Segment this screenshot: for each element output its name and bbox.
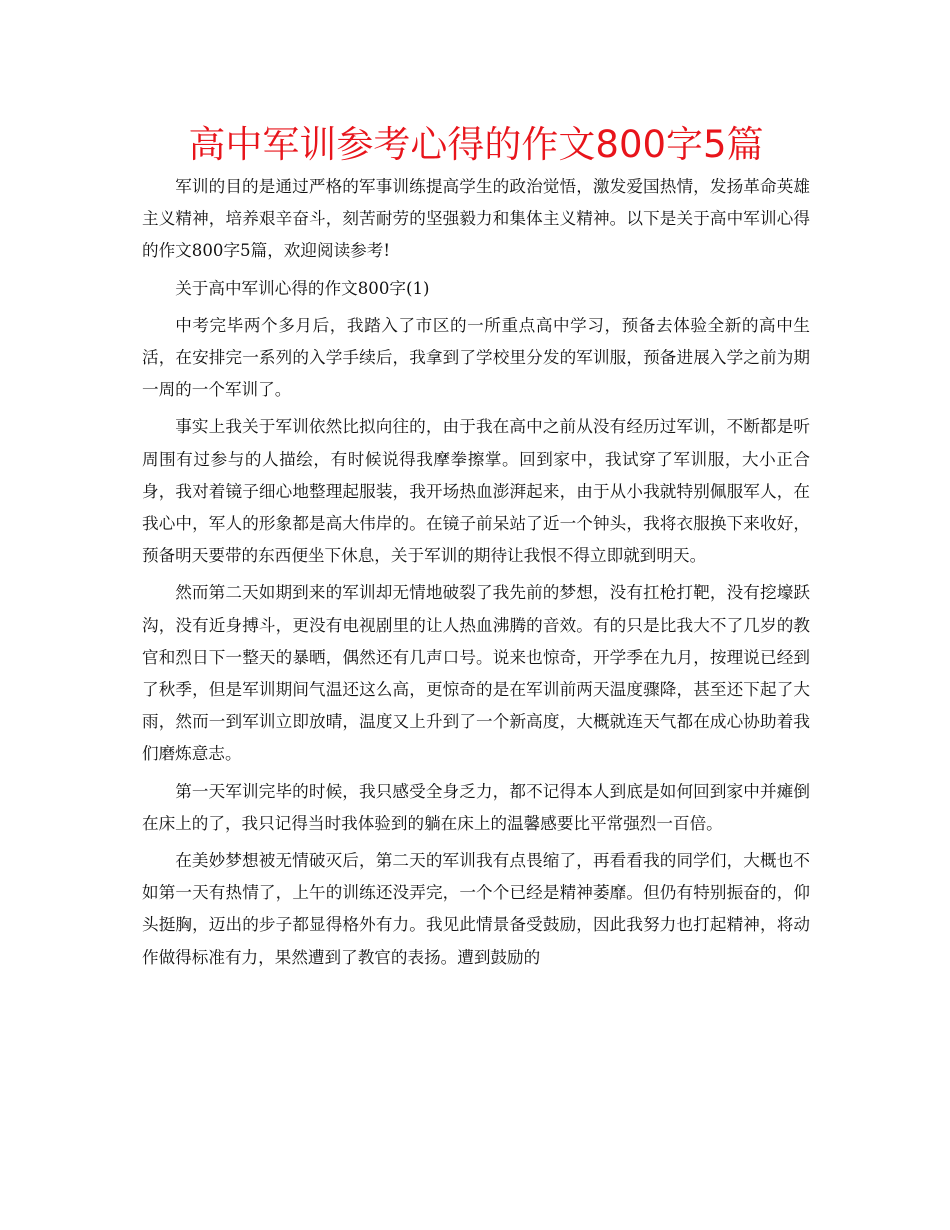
paragraph-body: 在美妙梦想被无情破灭后，第二天的军训我有点畏缩了，再看看我的同学们，大概也不如第一天有热情了，上午的训练还没弄完，一个个已经是精神萎靡。但仍有特别振奋的，仰头挺胸，迈出的步子都显得格外有力。我见此情景备受鼓励，因此我努力也打起精神，将动作做得标准有力，果然遭到了教官的表扬。遭到鼓励的	[142, 851, 810, 967]
paragraph-body: 事实上我关于军训依然比拟向往的，由于我在高中之前从没有经历过军训，不断都是听周围有过参与的人描绘，有时候说得我摩拳擦掌。回到家中，我试穿了军训服，大小正合身，我对着镜子细心地整理起服装，我开场热血澎湃起来，由于从小我就特别佩服军人，在我心中，军人的形象都是高大伟岸的。在镜子前呆站了近一个钟头，我将衣服换下来收好，预备明天要带的东西便坐下休息，关于军训的期待让我恨不得立即就到明天。	[142, 417, 810, 566]
document-page	[142, 120, 810, 979]
paragraph-body: 第一天军训完毕的时候，我只感受全身乏力，都不记得本人到底是如何回到家中并瘫倒在床上的了，我只记得当时我体验到的躺在床上的温馨感要比平常强烈一百倍。	[142, 781, 810, 833]
paragraph-body: 然而第二天如期到来的军训却无情地破裂了我先前的梦想，没有扛枪打靶，没有挖壕跃沟，没有近身搏斗，更没有电视剧里的让人热血沸腾的音效。有的只是比我大不了几岁的教官和烈日下一整天的暴晒，偶然还有几声口号。说来也惊奇，开学季在九月，按理说已经到了秋季，但是军训期间气温还这么高，更惊奇的是在军训前两天温度骤降，甚至还下起了大雨，然而一到军训立即放晴，温度又上升到了一个新高度，大概就连天气都在成心协助着我们磨炼意志。	[142, 583, 810, 764]
document-title: 高中军训参考心得的作文800字5篇	[188, 123, 764, 166]
paragraph-section-heading: 关于高中军训心得的作文800字(1)	[175, 278, 430, 298]
paragraph-body: 中考完毕两个多月后，我踏入了市区的一所重点高中学习，预备去体验全新的高中生活，在安排完一系列的入学手续后，我拿到了学校里分发的军训服，预备进展入学之前为期一周的一个军训了。	[142, 315, 810, 400]
paragraph-intro: 军训的目的是通过严格的军事训练提高学生的政治觉悟，激发爱国热情，发扬革命英雄主义精神，培养艰辛奋斗，刻苦耐劳的坚强毅力和集体主义精神。以下是关于高中军训心得的作文800字5篇，欢迎阅读参考!	[142, 177, 810, 261]
